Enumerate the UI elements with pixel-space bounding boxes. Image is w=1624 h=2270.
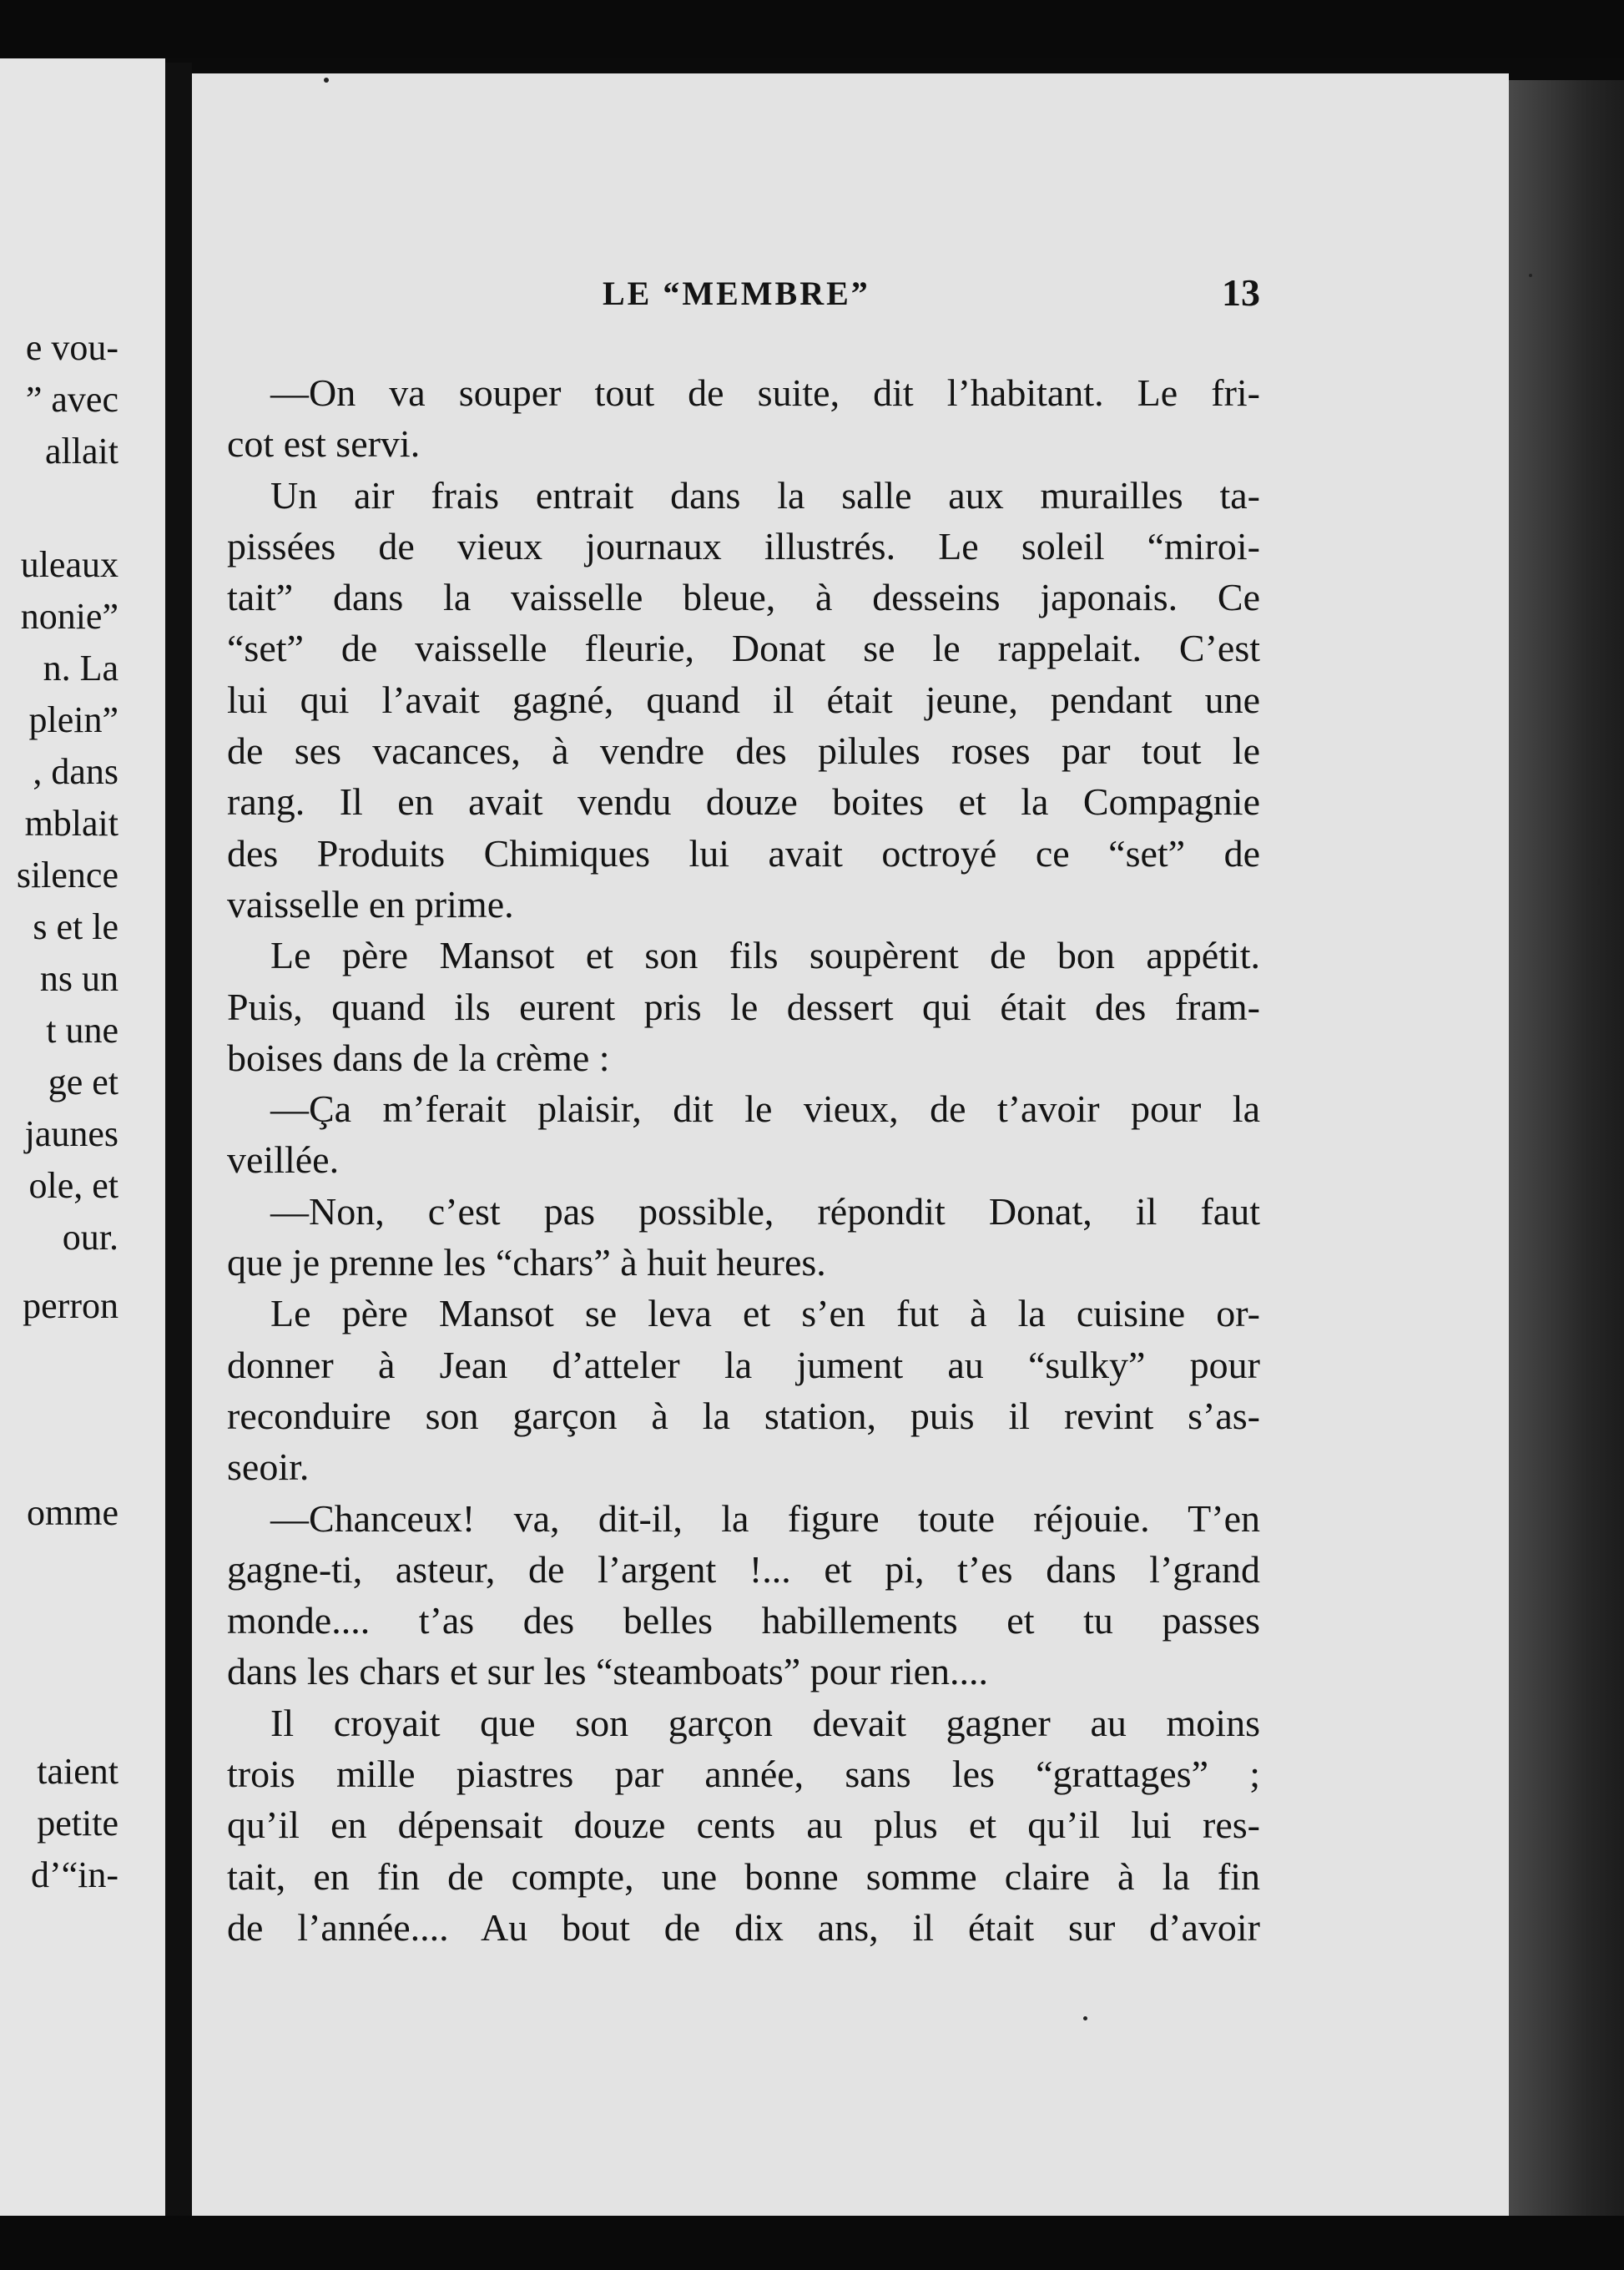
- text-line: donner à Jean d’atteler la jument au “sulky” pour: [227, 1343, 1260, 1386]
- text-line: reconduire son garçon à la station, puis il revint s’as-: [227, 1394, 1260, 1437]
- facing-page-text: perron: [23, 1285, 119, 1326]
- text-line: rang. Il en avait vendu douze boites et la Compagnie: [227, 780, 1260, 824]
- book-gutter: [165, 63, 192, 2220]
- text-line: vaisselle en prime.: [227, 882, 514, 926]
- body-text: [227, 367, 1260, 1953]
- page-number: 13: [1222, 271, 1260, 314]
- text-line: —Chanceux! va, dit-il, la figure toute réjouie. T’en: [270, 1496, 1260, 1540]
- facing-page-text: silence: [16, 855, 119, 895]
- text-line: Le père Mansot et son fils soupèrent de bon appétit.: [270, 934, 1260, 977]
- text-line: des Produits Chimiques lui avait octroyé ce “set” de: [227, 831, 1260, 875]
- text-line: seoir.: [227, 1445, 310, 1489]
- facing-page-text: allait: [45, 431, 119, 472]
- facing-page-text: plein”: [28, 699, 119, 740]
- text-line: Un air frais entrait dans la salle aux murailles ta-: [270, 473, 1260, 517]
- dust-speck: [324, 78, 329, 83]
- text-line: que je prenne les “chars” à huit heures.: [227, 1241, 826, 1284]
- text-line: —On va souper tout de suite, dit l’habitant. Le fri-: [270, 371, 1260, 414]
- facing-page-text: , dans: [33, 751, 119, 792]
- text-line: de ses vacances, à vendre des pilules roses par tout le: [227, 729, 1260, 773]
- page-edge-shadow: [1509, 80, 1624, 2216]
- text-line: —Ça m’ferait plaisir, dit le vieux, de t’avoir pour la: [270, 1087, 1260, 1131]
- text-line: —Non, c’est pas possible, répondit Donat, il faut: [270, 1189, 1260, 1233]
- facing-page-text: petite: [37, 1803, 119, 1844]
- facing-page-text: e vou-: [25, 327, 119, 368]
- text-line: “set” de vaisselle fleurie, Donat se le rappelait. C’est: [227, 627, 1260, 670]
- facing-page-text: mblait: [24, 803, 119, 844]
- facing-page-text: uleaux: [20, 544, 119, 585]
- page-header: [227, 271, 1260, 315]
- dust-speck: [1083, 2016, 1087, 2020]
- facing-page-text: our.: [62, 1217, 119, 1258]
- facing-page-text: d’“in-: [30, 1854, 119, 1895]
- text-line: monde.... t’as des belles habillements et tu passes: [227, 1599, 1260, 1642]
- facing-page-text: omme: [27, 1492, 119, 1533]
- text-line: lui qui l’avait gagné, quand il était jeune, pendant une: [227, 678, 1260, 721]
- text-line: tait, en fin de compte, une bonne somme claire à la fin: [227, 1854, 1260, 1898]
- dust-speck: [1597, 878, 1603, 885]
- facing-page-text: ge et: [48, 1062, 119, 1102]
- text-line: dans les chars et sur les “steamboats” pour rien....: [227, 1650, 989, 1693]
- text-line: pissées de vieux journaux illustrés. Le soleil “miroi-: [227, 524, 1260, 568]
- scan-bottom-border: [0, 2216, 1624, 2270]
- text-line: qu’il en dépensait douze cents au plus et qu’il lui res-: [227, 1803, 1260, 1847]
- facing-page-text: t une: [46, 1010, 119, 1051]
- text-line: cot est servi.: [227, 422, 421, 466]
- facing-page-text: taient: [37, 1751, 119, 1792]
- text-line: Puis, quand ils eurent pris le dessert qui était des fram-: [227, 985, 1260, 1028]
- running-head: LE “MEMBRE”: [603, 275, 870, 312]
- scan-top-border: [0, 0, 1624, 58]
- facing-page-text: ns un: [39, 958, 119, 999]
- text-line: Il croyait que son garçon devait gagner au moins: [270, 1701, 1260, 1744]
- facing-page-text: n. La: [43, 648, 119, 689]
- facing-page-text: ” avec: [25, 379, 119, 420]
- text-line: gagne-ti, asteur, de l’argent !... et pi, t’es dans l’grand: [227, 1547, 1260, 1591]
- facing-page-text: nonie”: [20, 596, 119, 637]
- text-line: Le père Mansot se leva et s’en fut à la cuisine or-: [270, 1292, 1260, 1335]
- facing-page-fragment: [0, 58, 165, 2216]
- text-line: tait” dans la vaisselle bleue, à desseins japonais. Ce: [227, 576, 1260, 619]
- facing-page-text: jaunes: [24, 1113, 119, 1154]
- text-line: de l’année.... Au bout de dix ans, il était sur d’avoir: [227, 1905, 1260, 1949]
- text-line: boises dans de la crème :: [227, 1036, 610, 1079]
- text-line: veillée.: [227, 1138, 340, 1182]
- facing-page-text: s et le: [33, 906, 119, 947]
- text-line: trois mille piastres par année, sans les “grattages” ;: [227, 1753, 1260, 1796]
- facing-page-text: ole, et: [28, 1165, 119, 1206]
- dust-speck: [1529, 274, 1532, 277]
